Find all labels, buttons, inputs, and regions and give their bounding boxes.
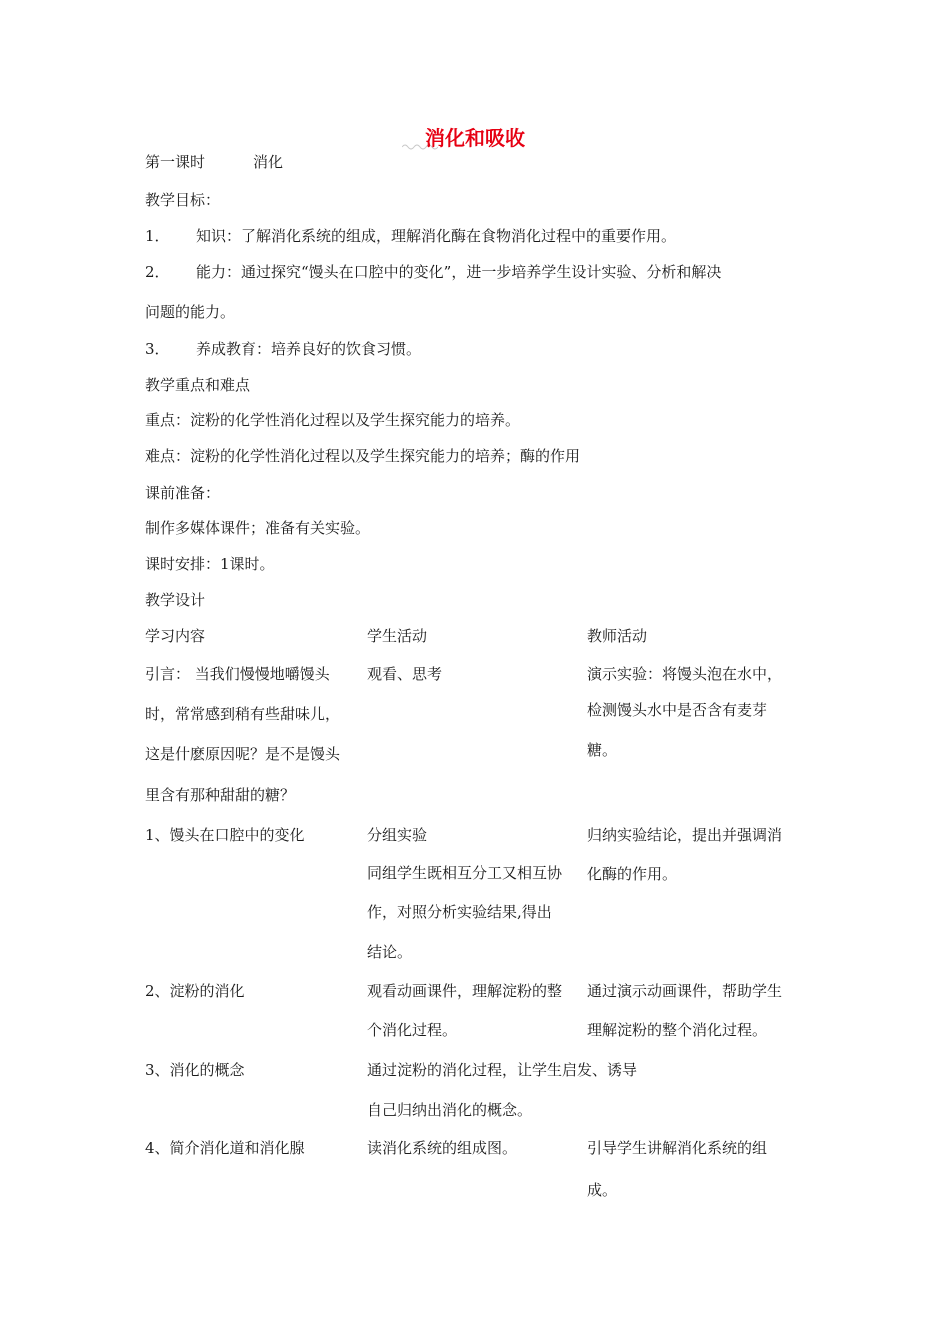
table-cell-student: 观看动画课件，理解淀粉的整 (367, 982, 563, 1000)
table-cell-teacher: 归纳实验结论，提出并强调消 (587, 826, 783, 844)
table-cell-student: 读消化系统的组成图。 (367, 1139, 518, 1157)
goal-number: 3． (145, 340, 170, 358)
key-point: 重点：淀粉的化学性消化过程以及学生探究能力的培养。 (145, 411, 521, 429)
table-cell-content: 1、馒头在口腔中的变化 (145, 826, 305, 844)
table-cell-student: 分组实验 (367, 826, 428, 844)
goal-text: 知识：了解消化系统的组成，理解消化酶在食物消化过程中的重要作用。 (196, 227, 677, 245)
table-cell-teacher: 检测馒头水中是否含有麦芽 (587, 701, 768, 719)
lesson-label: 第一课时 (145, 153, 206, 171)
table-header-student: 学生活动 (367, 627, 428, 645)
table-cell-content: 引言： 当我们慢慢地嚼馒头 (145, 665, 330, 683)
goals-heading: 教学目标： (145, 191, 221, 209)
prep-heading: 课前准备： (145, 484, 221, 502)
key-heading: 教学重点和难点 (145, 376, 251, 394)
goal-text-continued: 问题的能力。 (145, 303, 236, 321)
table-cell-teacher: 引导学生讲解消化系统的组 (587, 1139, 768, 1157)
table-cell-content: 4、简介消化道和消化腺 (145, 1139, 305, 1157)
table-cell-content: 3、消化的概念 (145, 1061, 245, 1079)
goal-number: 2． (145, 263, 170, 281)
table-cell-teacher: 糖。 (587, 741, 618, 759)
table-cell-teacher: 化酶的作用。 (587, 865, 678, 883)
table-header-content: 学习内容 (145, 627, 206, 645)
goal-text: 养成教育：培养良好的饮食习惯。 (196, 340, 422, 358)
table-cell-content: 时，常常感到稍有些甜味儿， (145, 705, 341, 723)
table-cell-content: 2、淀粉的消化 (145, 982, 245, 1000)
page-title: 消化和吸收 (425, 126, 525, 150)
table-cell-student: 个消化过程。 (367, 1021, 458, 1039)
table-cell-teacher: 通过演示动画课件，帮助学生 (587, 982, 783, 1000)
table-cell-teacher: 成。 (587, 1181, 618, 1199)
table-cell-student: 同组学生既相互分工又相互协 (367, 864, 563, 882)
table-cell-student: 作，对照分析实验结果,得出 (367, 903, 552, 921)
table-cell-teacher: 理解淀粉的整个消化过程。 (587, 1021, 768, 1039)
lesson-topic: 消化 (253, 153, 284, 171)
table-cell-student: 自己归纳出消化的概念。 (367, 1101, 533, 1119)
table-cell-student: 观看、思考 (367, 665, 443, 683)
table-cell-student: 通过淀粉的消化过程，让学生启发、诱导 (367, 1061, 638, 1079)
table-cell-teacher: 演示实验：将馒头泡在水中， (587, 665, 783, 683)
prep-text: 制作多媒体课件；准备有关实验。 (145, 519, 371, 537)
table-cell-content: 里含有那种甜甜的糖？ (145, 786, 296, 804)
goal-text: 能力：通过探究“馒头在口腔中的变化”，进一步培养学生设计实验、分析和解决 (196, 263, 722, 281)
schedule-text: 课时安排：1课时。 (145, 555, 275, 573)
table-cell-content: 这是什麽原因呢？是不是馒头 (145, 745, 341, 763)
table-cell-student: 结论。 (367, 943, 413, 961)
difficult-point: 难点：淀粉的化学性消化过程以及学生探究能力的培养；酶的作用 (145, 447, 581, 465)
design-heading: 教学设计 (145, 591, 206, 609)
table-header-teacher: 教师活动 (587, 627, 648, 645)
goal-number: 1． (145, 227, 170, 245)
